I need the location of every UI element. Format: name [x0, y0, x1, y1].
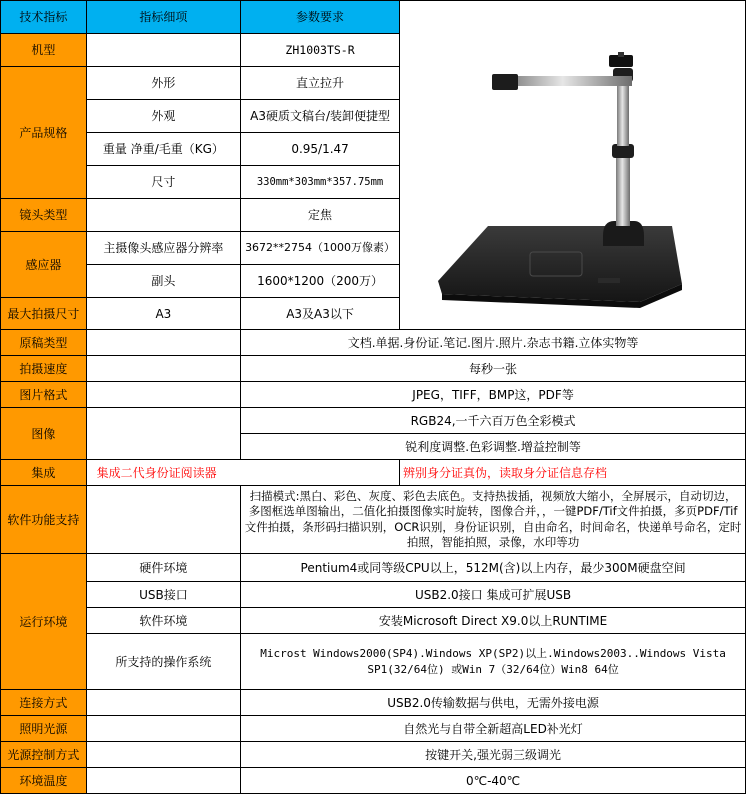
env-value: 安装Microsoft Direct X9.0以上RUNTIME	[241, 608, 746, 634]
integration-label: 集成	[1, 460, 87, 486]
lens-value: 定焦	[241, 199, 400, 232]
speed-detail-empty	[86, 356, 240, 382]
integration-value: 辨别身分证真伪，读取身分证信息存档	[399, 460, 745, 486]
sensor-item: 主摄像头感应器分辨率	[86, 232, 240, 265]
specs-value: 330mm*303mm*357.75mm	[241, 166, 400, 199]
env-item: USB接口	[86, 582, 240, 608]
integration-item: 集成二代身份证阅读器	[86, 460, 399, 486]
lens-label: 镜头类型	[1, 199, 87, 232]
max-size-label: 最大拍摄尺寸	[1, 298, 87, 330]
specs-value: 直立拉升	[241, 67, 400, 100]
product-photo	[399, 1, 745, 330]
header-requirement: 参数要求	[241, 1, 400, 34]
temperature-value: 0℃-40℃	[241, 768, 746, 794]
lighting-label: 照明光源	[1, 716, 87, 742]
temperature-label: 环境温度	[1, 768, 87, 794]
model-label: 机型	[1, 34, 87, 67]
specs-value: A3硬质文稿台/装卸便捷型	[241, 100, 400, 133]
image-value: RGB24,一千六百万色全彩模式	[241, 408, 746, 434]
connection-detail-empty	[86, 690, 240, 716]
env-item: 硬件环境	[86, 554, 240, 582]
temperature-detail-empty	[86, 768, 240, 794]
software-value: 扫描模式:黑白、彩色、灰度、彩色去底色。支持热拔插，视频放大缩小，全屏展示，自动切边，多图框选单图输出，二值化拍摄图像实时旋转，图像合并，，一键PDF/Tif文件拍摄，多页PDF/Tif文件拍摄，条形码扫描识别，OCR识别，身份证识别，自由命名，时间命名，快递单号命名，定时拍照，智能拍照，录像，水印等功	[241, 486, 746, 554]
image-detail-empty	[86, 408, 240, 460]
specs-item: 外观	[86, 100, 240, 133]
specs-item: 尺寸	[86, 166, 240, 199]
env-item: 所支持的操作系统	[86, 634, 240, 690]
sensor-value: 1600*1200（200万）	[241, 265, 400, 298]
image-label: 图像	[1, 408, 87, 460]
specs-value: 0.95/1.47	[241, 133, 400, 166]
software-label: 软件功能支持	[1, 486, 87, 554]
sensor-value: 3672**2754（1000万像素）	[241, 232, 400, 265]
env-value: USB2.0接口 集成可扩展USB	[241, 582, 746, 608]
lighting-value: 自然光与自带全新超高LED补光灯	[241, 716, 746, 742]
env-value: Pentium4或同等级CPU以上，512M(含)以上内存，最少300M硬盘空间	[241, 554, 746, 582]
image-value: 锐利度调整.色彩调整.增益控制等	[241, 434, 746, 460]
header-indicator: 技术指标	[1, 1, 87, 34]
specs-label: 产品规格	[1, 67, 87, 199]
format-value: JPEG，TIFF，BMP这，PDF等	[241, 382, 746, 408]
software-detail-empty	[86, 486, 240, 554]
env-item: 软件环境	[86, 608, 240, 634]
model-detail-empty	[86, 34, 240, 67]
connection-label: 连接方式	[1, 690, 87, 716]
light-control-detail-empty	[86, 742, 240, 768]
max-size-value: A3及A3以下	[241, 298, 400, 330]
speed-label: 拍摄速度	[1, 356, 87, 382]
env-value: Microst Windows2000(SP4).Windows XP(SP2)以上.Windows2003..Windows Vista SP1(32/64位) 或Win 7（32/64位）Win8 64位	[241, 634, 746, 690]
lens-detail-empty	[86, 199, 240, 232]
doc-type-label: 原稿类型	[1, 330, 87, 356]
format-label: 图片格式	[1, 382, 87, 408]
specs-item: 重量 净重/毛重（KG）	[86, 133, 240, 166]
sensor-item: 副头	[86, 265, 240, 298]
model-value: ZH1003TS-R	[241, 34, 400, 67]
document-camera-image	[400, 16, 745, 314]
lighting-detail-empty	[86, 716, 240, 742]
header-detail: 指标细项	[86, 1, 240, 34]
doc-type-detail-empty	[86, 330, 240, 356]
max-size-item: A3	[86, 298, 240, 330]
light-control-label: 光源控制方式	[1, 742, 87, 768]
doc-type-value: 文档.单据.身份证.笔记.图片.照片.杂志书籍.立体实物等	[241, 330, 746, 356]
speed-value: 每秒一张	[241, 356, 746, 382]
light-control-value: 按键开关,强光弱三级调光	[241, 742, 746, 768]
sensor-label: 感应器	[1, 232, 87, 298]
specs-item: 外形	[86, 67, 240, 100]
format-detail-empty	[86, 382, 240, 408]
env-label: 运行环境	[1, 554, 87, 690]
connection-value: USB2.0传输数据与供电，无需外接电源	[241, 690, 746, 716]
